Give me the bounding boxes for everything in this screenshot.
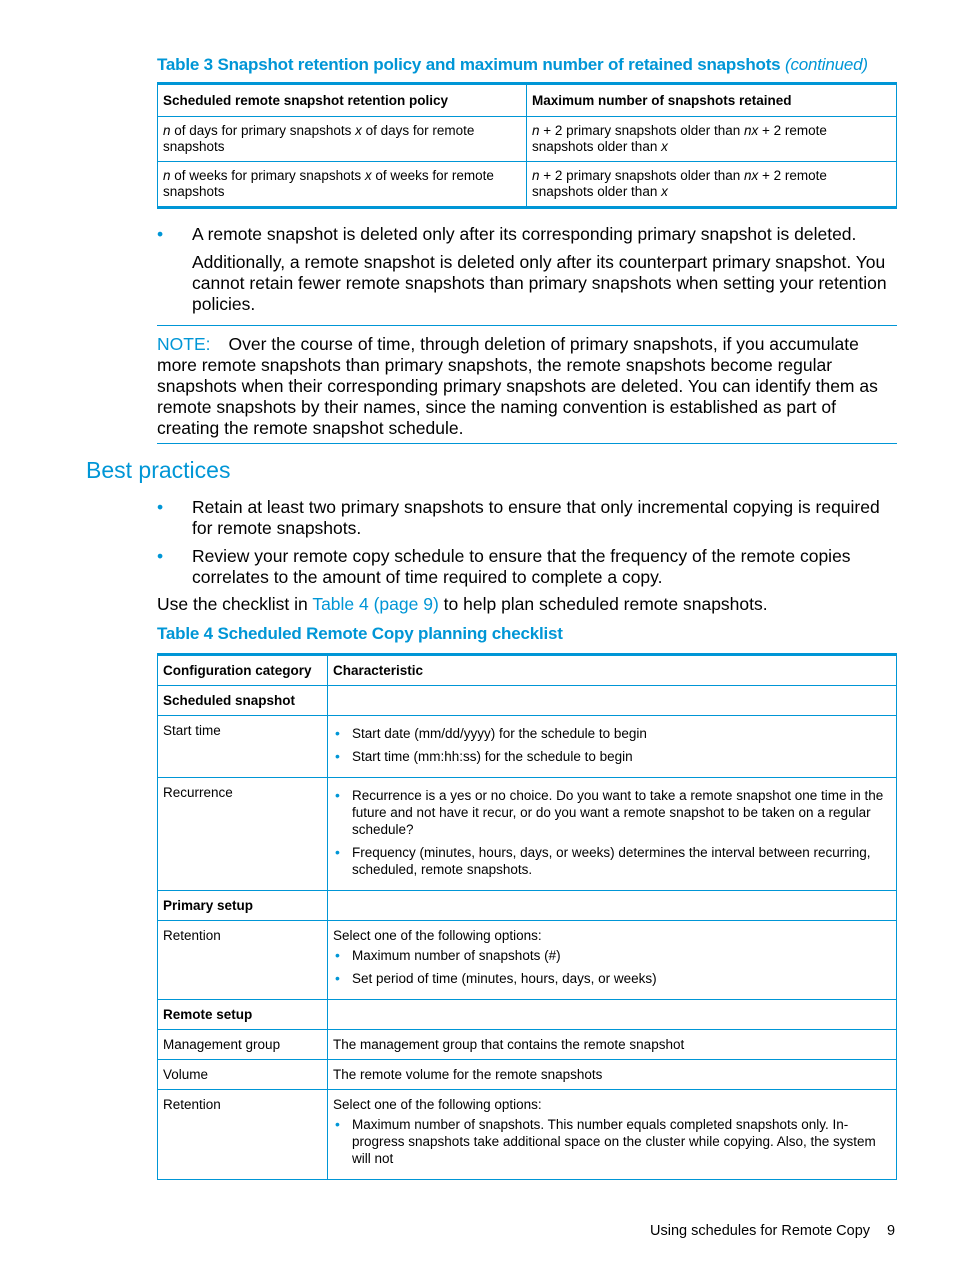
best-practice-bullet	[157, 546, 897, 588]
table3-cell-policy: n of days for primary snapshots x of days for remote snapshots	[158, 117, 527, 162]
table3-caption-text: Table 3 Snapshot retention policy and maximum number of retained snapshots	[157, 55, 781, 74]
start-time-cell	[328, 716, 897, 778]
table4-caption: Table 4 Scheduled Remote Copy planning checklist	[157, 624, 563, 643]
table-row	[158, 1000, 897, 1030]
table4-header-category: Configuration category	[158, 655, 328, 686]
list-item: • Recurrence is a yes or no choice. Do you want to take a remote snapshot one time in the future and not have it recur, or do you want a remote snapshot to be taken on a regular schedule?	[333, 787, 891, 838]
row-label-start-time: Start time	[158, 716, 328, 778]
table-row	[158, 778, 897, 891]
remote-retention-cell	[328, 1090, 897, 1180]
table4-link[interactable]: Table 4 (page 9)	[312, 594, 439, 614]
table4-header-characteristic: Characteristic	[328, 655, 897, 686]
table3-cell-max: n + 2 primary snapshots older than nx + 2 remote snapshots older than x	[527, 117, 897, 162]
empty-cell	[328, 1000, 897, 1030]
table-row	[158, 162, 897, 208]
list-item: • Start date (mm/dd/yyyy) for the schedule to begin	[333, 725, 891, 742]
footer-section-title: Using schedules for Remote Copy	[650, 1223, 871, 1239]
table-row	[158, 117, 897, 162]
table-row	[158, 891, 897, 921]
management-group-value: The management group that contains the remote snapshot	[328, 1030, 897, 1060]
table3-header-policy: Scheduled remote snapshot retention policy	[158, 84, 527, 117]
list-item: • Frequency (minutes, hours, days, or weeks) determines the interval between recurring, scheduled, remote snapshots.	[333, 844, 891, 878]
row-label-management-group: Management group	[158, 1030, 328, 1060]
table-row	[158, 716, 897, 778]
table3-cell-max: n + 2 primary snapshots older than nx + 2 remote snapshots older than x	[527, 162, 897, 208]
list-item: • Set period of time (minutes, hours, days, or weeks)	[333, 970, 891, 987]
section-heading-best-practices: Best practices	[86, 457, 231, 483]
table3-caption	[157, 55, 868, 75]
primary-retention-cell	[328, 921, 897, 1000]
best-practice-bullet	[157, 497, 897, 539]
table-row	[158, 1060, 897, 1090]
retention-intro: Select one of the following options:	[333, 928, 542, 943]
table-row	[158, 1090, 897, 1180]
bullet-icon: •	[157, 224, 164, 244]
row-label-recurrence: Recurrence	[158, 778, 328, 891]
section-remote-setup: Remote setup	[158, 1000, 328, 1030]
row-label-volume: Volume	[158, 1060, 328, 1090]
note-text: Over the course of time, through deletion of primary snapshots, if you accumulate more remote snapshots than primary snapshots, the remote snapshots become regular snapshots when their corresponding primary snapshots are deleted. You can identify them as remote snapshots by their names, since the naming convention is established as part of creating the remote snapshot schedule.	[157, 334, 878, 438]
table3-continued: (continued)	[784, 55, 868, 74]
note-label: NOTE:	[157, 334, 211, 354]
section-scheduled-snapshot: Scheduled snapshot	[158, 686, 328, 716]
table-row	[158, 686, 897, 716]
deletion-bullet	[157, 224, 897, 315]
retention-intro: Select one of the following options:	[333, 1097, 542, 1112]
row-label-remote-retention: Retention	[158, 1090, 328, 1180]
deletion-bullet-para: Additionally, a remote snapshot is deleted only after its counterpart primary snapshot. You cannot retain fewer remote snapshots than primary snapshots when setting your retention policies.	[192, 252, 887, 314]
table3-header-max: Maximum number of snapshots retained	[527, 84, 897, 117]
empty-cell	[328, 686, 897, 716]
checklist-post: to help plan scheduled remote snapshots.	[438, 594, 768, 614]
table-row	[158, 1030, 897, 1060]
volume-value: The remote volume for the remote snapshots	[328, 1060, 897, 1090]
recurrence-cell	[328, 778, 897, 891]
bullet-icon: •	[157, 497, 164, 517]
list-item: • Start time (mm:hh:ss) for the schedule to begin	[333, 748, 891, 765]
table3-header-row	[158, 84, 897, 117]
table-row	[158, 921, 897, 1000]
list-item: • Maximum number of snapshots (#)	[333, 947, 891, 964]
best-practice-text: Retain at least two primary snapshots to ensure that only incremental copying is required for remote snapshots.	[192, 497, 880, 538]
footer-page-number: 9	[887, 1223, 896, 1239]
checklist-pre: Use the checklist in	[157, 594, 313, 614]
empty-cell	[328, 891, 897, 921]
deletion-bullet-text: A remote snapshot is deleted only after its corresponding primary snapshot is deleted.	[192, 224, 857, 244]
table3-cell-policy: n of weeks for primary snapshots x of weeks for remote snapshots	[158, 162, 527, 208]
row-label-retention: Retention	[158, 921, 328, 1000]
table4-header-row	[158, 655, 897, 686]
section-primary-setup: Primary setup	[158, 891, 328, 921]
list-item: • Maximum number of snapshots. This number equals completed snapshots only. In-progress snapshots take additional space on the cluster while copying. Also, the system will not	[333, 1116, 891, 1167]
table4-clip	[157, 653, 896, 1166]
bullet-icon: •	[157, 546, 164, 566]
table4	[157, 653, 897, 1180]
best-practice-text: Review your remote copy schedule to ensure that the frequency of the remote copies correlates to the amount of time required to complete a copy.	[192, 546, 851, 587]
table3	[157, 82, 897, 209]
note-box	[157, 325, 897, 444]
checklist-paragraph	[157, 594, 897, 615]
